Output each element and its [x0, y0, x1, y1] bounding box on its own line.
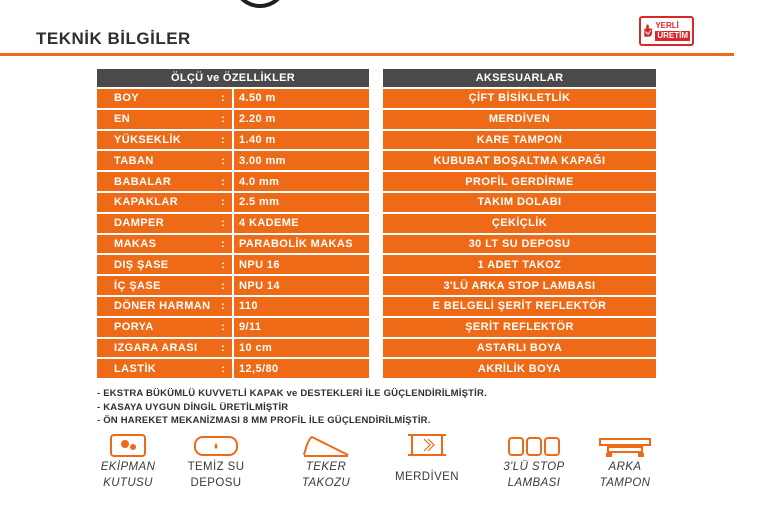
- spec-name: [97, 193, 232, 212]
- feature-label: ARKA: [608, 461, 642, 473]
- spec-name: [97, 297, 232, 316]
- specs-row: [97, 89, 369, 108]
- stop-lamp-icon: [507, 433, 561, 459]
- accessory-item: 1 ADET TAKOZ: [383, 255, 656, 274]
- accessory-row: [383, 131, 656, 150]
- spec-value: 2.5 mm: [234, 193, 369, 212]
- spec-value: NPU 14: [234, 276, 369, 295]
- spec-separator: :: [221, 154, 226, 167]
- spec-value: 4.50 m: [234, 89, 369, 108]
- rear-bumper-icon: [598, 433, 652, 459]
- spec-separator: :: [221, 362, 226, 375]
- feature-label: DEPOSU: [190, 477, 242, 489]
- specs-row: [97, 193, 369, 212]
- spec-name-text: DAMPER: [114, 217, 165, 230]
- spec-separator: :: [221, 341, 226, 354]
- specs-row: [97, 172, 369, 191]
- specs-row: [97, 276, 369, 295]
- specs-row: [97, 214, 369, 233]
- spec-name-text: KAPAKLAR: [114, 196, 179, 209]
- hand-icon: [643, 20, 653, 42]
- spec-name: [97, 172, 232, 191]
- water-tank-icon: [191, 433, 241, 459]
- feature-label: TEKER: [305, 461, 347, 473]
- feature-toolbox: [88, 433, 168, 491]
- badge-line-1: YERLİ: [655, 21, 679, 30]
- spec-value: 2.20 m: [234, 110, 369, 129]
- feature-icons-row: [90, 433, 680, 505]
- spec-name-text: EN: [114, 113, 131, 126]
- spec-name: [97, 235, 232, 254]
- accessory-item: 30 LT SU DEPOSU: [383, 235, 656, 254]
- specs-table: [97, 69, 369, 380]
- specs-row: [97, 235, 369, 254]
- spec-name: [97, 359, 232, 378]
- title-divider: [0, 53, 734, 56]
- spec-value: 4.0 mm: [234, 172, 369, 191]
- spec-name-text: LASTİK: [114, 362, 157, 375]
- local-production-badge: [639, 16, 694, 46]
- feature-wheel-chock: [286, 433, 366, 491]
- accessory-item: ÇEKİÇLİK: [383, 214, 656, 233]
- specs-row: [97, 318, 369, 337]
- ladder-icon: [402, 433, 452, 459]
- spec-separator: :: [221, 217, 226, 230]
- spec-name: [97, 339, 232, 358]
- spec-value: 10 cm: [234, 339, 369, 358]
- feature-ladder: [387, 433, 467, 485]
- feature-label: EKİPMAN: [100, 461, 156, 473]
- spec-name: [97, 318, 232, 337]
- specs-row: [97, 151, 369, 170]
- spec-separator: :: [221, 321, 226, 334]
- spec-value: NPU 16: [234, 255, 369, 274]
- accessory-row: [383, 235, 656, 254]
- accessory-item: KUBUBAT BOŞALTMA KAPAĞI: [383, 151, 656, 170]
- spec-name-text: DIŞ ŞASE: [114, 258, 169, 271]
- feature-label: MERDİVEN: [395, 471, 459, 483]
- spec-name-text: BABALAR: [114, 175, 172, 188]
- spec-separator: :: [221, 196, 226, 209]
- feature-label: TEMİZ SU: [187, 461, 245, 473]
- page-title: TEKNİK BİLGİLER: [36, 29, 191, 48]
- feature-stop-lamp: [494, 433, 574, 491]
- feature-label: TAKOZU: [301, 477, 351, 489]
- spec-name: [97, 151, 232, 170]
- accessory-row: [383, 110, 656, 129]
- spec-separator: :: [221, 258, 226, 271]
- spec-value: PARABOLİK MAKAS: [234, 235, 369, 254]
- note-item: - EKSTRA BÜKÜMLÜ KUVVETLİ KAPAK ve DESTEKLERİ İLE GÜÇLENDİRİLMİŞTİR.: [97, 388, 487, 399]
- accessory-row: [383, 276, 656, 295]
- spec-name: [97, 89, 232, 108]
- spec-value: 110: [234, 297, 369, 316]
- accessory-row: [383, 89, 656, 108]
- spec-separator: :: [221, 279, 226, 292]
- accessory-item: ASTARLI BOYA: [383, 339, 656, 358]
- specs-row: [97, 359, 369, 378]
- feature-water-tank: [176, 433, 256, 491]
- badge-line-2: ÜRETİM: [657, 31, 688, 40]
- accessory-item: TAKIM DOLABI: [383, 193, 656, 212]
- spec-value: 9/11: [234, 318, 369, 337]
- spec-name-text: YÜKSEKLİK: [114, 133, 182, 146]
- spec-separator: :: [221, 237, 226, 250]
- spec-name-text: PORYA: [114, 321, 154, 334]
- accessory-item: ÇİFT BİSİKLETLİK: [383, 89, 656, 108]
- spec-separator: :: [221, 175, 226, 188]
- spec-name: [97, 255, 232, 274]
- spec-name: [97, 214, 232, 233]
- accessory-row: [383, 359, 656, 378]
- specs-row: [97, 110, 369, 129]
- notes-list: [97, 387, 487, 428]
- spec-name: [97, 276, 232, 295]
- accessory-row: [383, 339, 656, 358]
- accessory-row: [383, 318, 656, 337]
- accessory-row: [383, 172, 656, 191]
- feature-label: 3'LÜ STOP: [503, 461, 565, 473]
- feature-label: TAMPON: [599, 477, 651, 489]
- specs-row: [97, 297, 369, 316]
- specs-row: [97, 255, 369, 274]
- accessory-row: [383, 214, 656, 233]
- accessory-row: [383, 297, 656, 316]
- accessory-item: ŞERİT REFLEKTÖR: [383, 318, 656, 337]
- accessory-item: E BELGELİ ŞERİT REFLEKTÖR: [383, 297, 656, 316]
- toolbox-icon: [103, 433, 153, 459]
- spec-separator: :: [221, 113, 226, 126]
- accessory-item: KARE TAMPON: [383, 131, 656, 150]
- specs-table-header: ÖLÇÜ ve ÖZELLİKLER: [97, 69, 369, 87]
- wheel-chock-icon: [298, 433, 354, 459]
- accessory-row: [383, 193, 656, 212]
- spec-value: 4 KADEME: [234, 214, 369, 233]
- feature-label: LAMBASI: [507, 477, 561, 489]
- spec-name: [97, 131, 232, 150]
- accessory-item: 3'LÜ ARKA STOP LAMBASI: [383, 276, 656, 295]
- spec-name: [97, 110, 232, 129]
- top-decoration: [232, 0, 288, 8]
- spec-separator: :: [221, 92, 226, 105]
- accessories-table-header: AKSESUARLAR: [383, 69, 656, 87]
- specs-row: [97, 339, 369, 358]
- spec-name-text: MAKAS: [114, 237, 157, 250]
- accessory-item: MERDİVEN: [383, 110, 656, 129]
- spec-name-text: BOY: [114, 92, 140, 105]
- spec-separator: :: [221, 300, 226, 313]
- note-item: - KASAYA UYGUN DİNGİL ÜRETİLMİŞTİR: [97, 401, 289, 413]
- accessory-row: [383, 255, 656, 274]
- feature-rear-bumper: [585, 433, 665, 491]
- specs-row: [97, 131, 369, 150]
- accessory-row: [383, 151, 656, 170]
- spec-value: 3.00 mm: [234, 151, 369, 170]
- spec-value: 1.40 m: [234, 131, 369, 150]
- spec-name-text: TABAN: [114, 154, 154, 167]
- accessories-table: [383, 69, 656, 380]
- note-item: - ÖN HAREKET MEKANİZMASI 8 MM PROFİL İLE GÜÇLENDİRİLMİŞTİR.: [97, 415, 431, 426]
- accessory-item: AKRİLİK BOYA: [383, 359, 656, 378]
- spec-value: 12,5/80: [234, 359, 369, 378]
- feature-label: KUTUSU: [103, 477, 153, 489]
- accessory-item: PROFİL GERDİRME: [383, 172, 656, 191]
- spec-separator: :: [221, 133, 226, 146]
- spec-name-text: DÖNER HARMAN: [114, 300, 211, 313]
- spec-name-text: İÇ ŞASE: [114, 279, 161, 292]
- spec-name-text: IZGARA ARASI: [114, 341, 198, 354]
